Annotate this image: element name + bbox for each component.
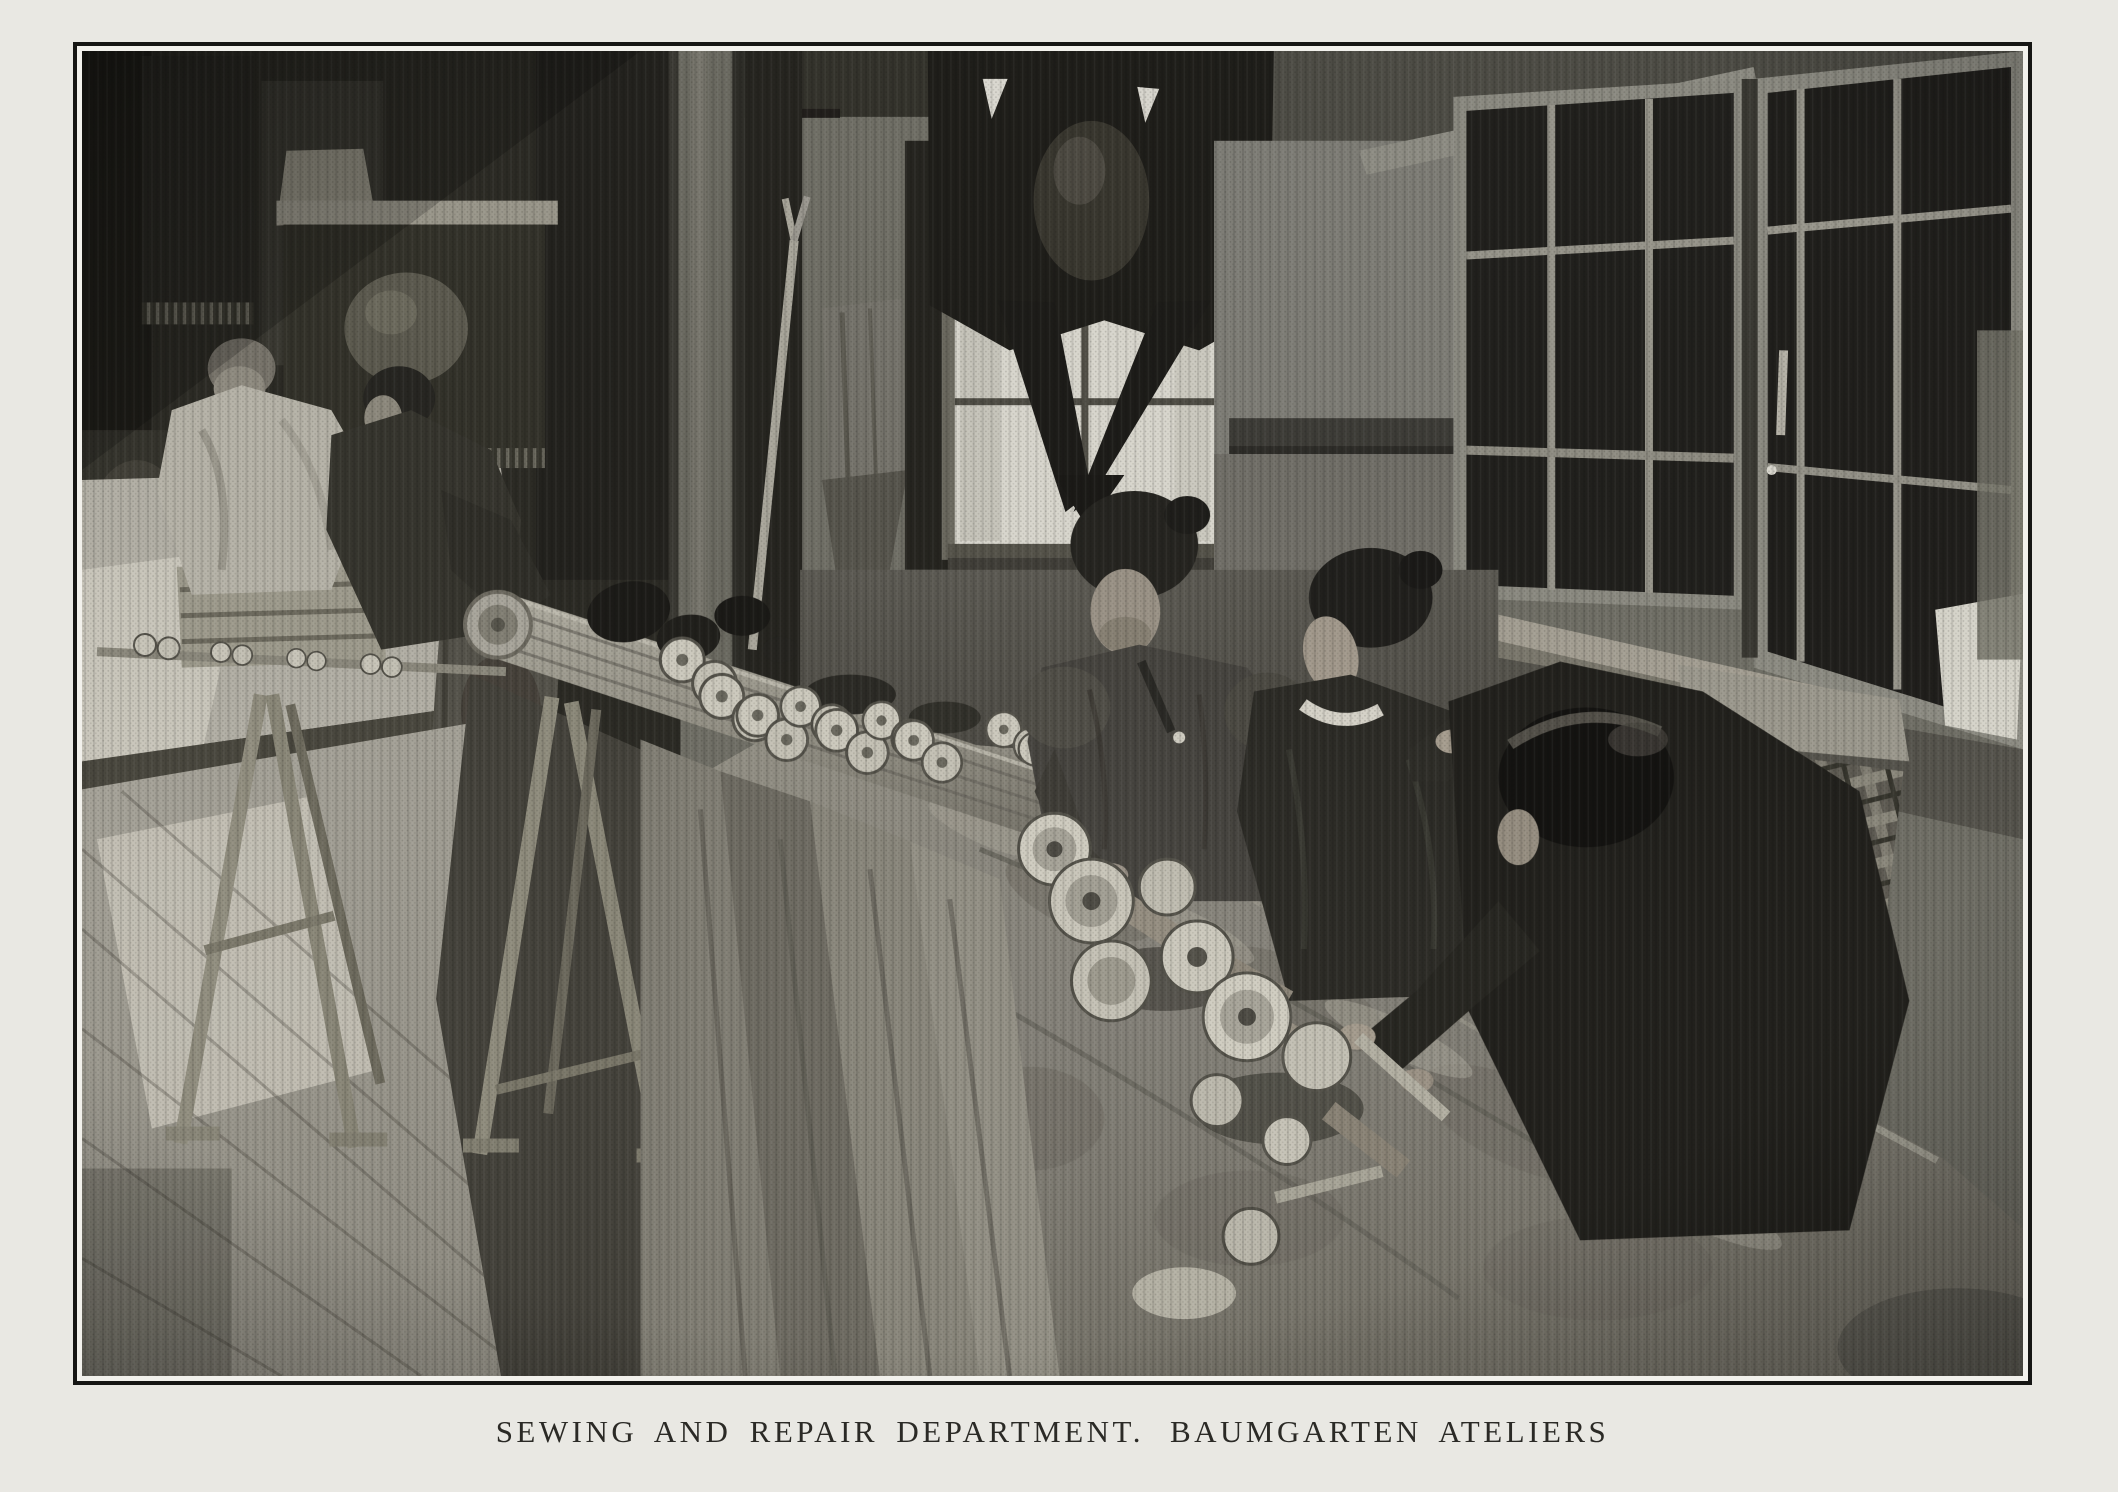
- caption: [73, 1404, 2032, 1460]
- caption-title: SEWING AND REPAIR DEPARTMENT.: [495, 1414, 1144, 1449]
- photo-plate: [73, 42, 2032, 1385]
- halftone-overlay: [82, 51, 2023, 1376]
- photo-scene: [82, 51, 2023, 1376]
- photograph: [82, 51, 2023, 1376]
- caption-studio: BAUMGARTEN ATELIERS: [1169, 1414, 1610, 1449]
